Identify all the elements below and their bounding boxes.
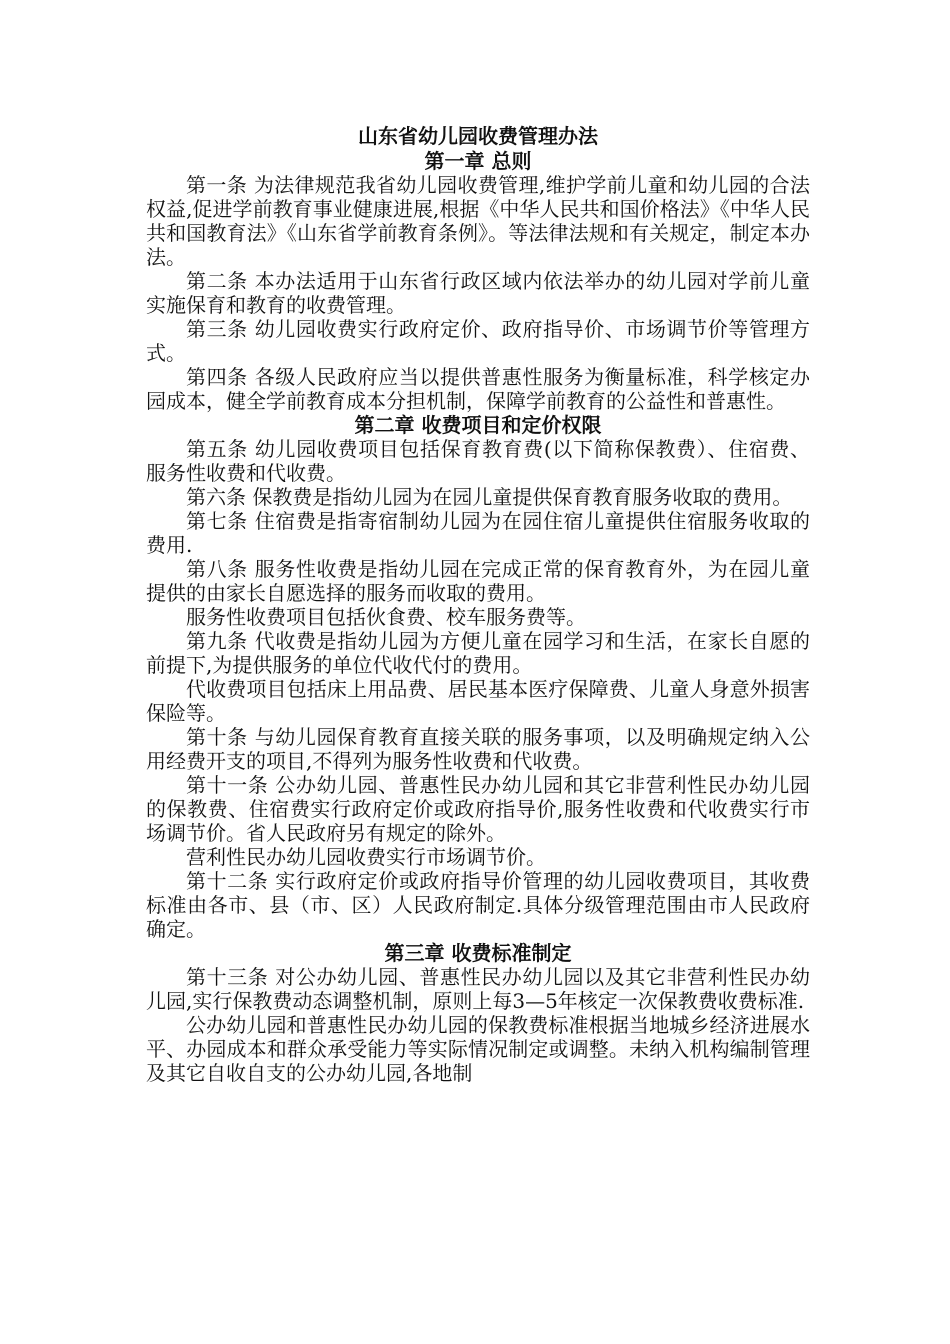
chapter-heading: 第一章 总则 (424, 149, 532, 173)
paragraph: 第三条 幼儿园收费实行政府定价、政府指导价、市场调节价等管理方式。 (146, 317, 810, 365)
document-title: 山东省幼儿园收费管理办法 (358, 124, 598, 148)
paragraph: 第五条 幼儿园收费项目包括保育教育费(以下简称保教费）、住宿费、服务性收费和代收费。 (146, 437, 810, 485)
paragraph: 第二条 本办法适用于山东省行政区域内依法举办的幼儿园对学前儿童实施保育和教育的收费管理。 (146, 269, 810, 317)
paragraph: 第十二条 实行政府定价或政府指导价管理的幼儿园收费项目，其收费标准由各市、县（市、区）人民政府制定.具体分级管理范围由市人民政府确定。 (146, 869, 810, 941)
paragraph: 第四条 各级人民政府应当以提供普惠性服务为衡量标准，科学核定办园成本，健全学前教育成本分担机制，保障学前教育的公益性和普惠性。 (146, 365, 810, 413)
paragraph: 第一条 为法律规范我省幼儿园收费管理,维护学前儿童和幼儿园的合法权益,促进学前教育事业健康进展,根据《中华人民共和国价格法》《中华人民共和国教育法》《山东省学前教育条例》。等法律法规和有关规定，制定本办法。 (146, 173, 810, 269)
paragraph: 第六条 保教费是指幼儿园为在园儿童提供保育教育服务收取的费用。 (186, 485, 793, 509)
chapter-heading: 第二章 收费项目和定价权限 (354, 413, 602, 437)
paragraph: 第九条 代收费是指幼儿园为方便儿童在园学习和生活，在家长自愿的前提下,为提供服务的单位代收代付的费用。 (146, 629, 810, 677)
chapter-heading: 第三章 收费标准制定 (384, 941, 572, 965)
paragraph: 第十一条 公办幼儿园、普惠性民办幼儿园和其它非营利性民办幼儿园的保教费、住宿费实行政府定价或政府指导价,服务性收费和代收费实行市场调节价。省人民政府另有规定的除外。 (146, 773, 810, 845)
paragraph: 第七条 住宿费是指寄宿制幼儿园为在园住宿儿童提供住宿服务收取的费用. (146, 509, 810, 557)
paragraph: 第八条 服务性收费是指幼儿园在完成正常的保育教育外，为在园儿童提供的由家长自愿选择的服务而收取的费用。 (146, 557, 810, 605)
paragraph: 第十三条 对公办幼儿园、普惠性民办幼儿园以及其它非营利性民办幼儿园,实行保教费动态调整机制，原则上每3—5年核定一次保教费收费标准. (146, 965, 810, 1013)
paragraph: 公办幼儿园和普惠性民办幼儿园的保教费标准根据当地城乡经济进展水平、办园成本和群众承受能力等实际情况制定或调整。未纳入机构编制管理及其它自收自支的公办幼儿园,各地制 (146, 1013, 810, 1085)
paragraph: 营利性民办幼儿园收费实行市场调节价。 (186, 845, 546, 869)
paragraph: 第十条 与幼儿园保育教育直接关联的服务事项，以及明确规定纳入公用经费开支的项目,不得列为服务性收费和代收费。 (146, 725, 810, 773)
paragraph: 代收费项目包括床上用品费、居民基本医疗保障费、儿童人身意外损害保险等。 (146, 677, 810, 725)
document-page (146, 124, 810, 1085)
paragraph: 服务性收费项目包括伙食费、校车服务费等。 (186, 605, 586, 629)
